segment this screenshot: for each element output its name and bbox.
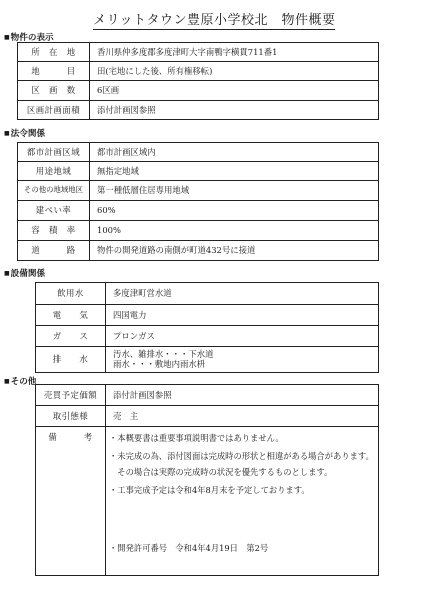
- row-label: 飲用水: [36, 283, 106, 305]
- remarks-line: ・工事完成予定は令和4年8月末を予定しております。: [109, 485, 310, 495]
- row-label: 区画計画面積: [18, 101, 90, 120]
- row-label: 用途地域: [18, 162, 90, 181]
- drainage-line-rain: 雨水・・・敷地内雨水枡: [113, 358, 206, 369]
- row-value: 6区画: [90, 81, 379, 101]
- utilities-table: [35, 282, 379, 373]
- row-label: 排 水: [36, 347, 106, 373]
- section-label-property: ■ 物件の表示: [4, 31, 54, 43]
- row-label: 都市計画区域: [18, 143, 90, 162]
- table-row: [18, 221, 379, 241]
- section-label-other: ■ その他: [4, 375, 36, 387]
- row-value: 都市計画区域内: [90, 143, 379, 162]
- other-table: [35, 384, 379, 576]
- table-row: [36, 326, 379, 347]
- table-row: [36, 406, 379, 427]
- table-row: [36, 427, 379, 576]
- table-row: [18, 241, 379, 261]
- table-row: [18, 81, 379, 101]
- row-label: 建ぺい率: [18, 201, 90, 221]
- row-label: ガ ス: [36, 326, 106, 347]
- row-label: その他の地域地区: [18, 181, 90, 201]
- table-row: [36, 305, 379, 326]
- document-title: メリットタウン豊原小学校北 物件概要: [93, 9, 335, 30]
- row-value: [106, 347, 379, 373]
- row-label: 区 画 数: [18, 81, 90, 101]
- remarks-content: [106, 427, 379, 576]
- table-row: [18, 201, 379, 221]
- row-value: プロンガス: [106, 326, 379, 347]
- row-label: 所 在 地: [18, 43, 90, 62]
- row-value: 物件の開発道路の南側が町道432号に接道: [90, 241, 379, 261]
- row-value: 田(宅地にした後、所有権移転): [90, 62, 379, 81]
- table-row: [18, 143, 379, 162]
- row-label: 取引態様: [36, 406, 106, 427]
- row-label: 道 路: [18, 241, 90, 261]
- section-label-utilities: ■ 設備関係: [4, 267, 45, 279]
- table-row: [18, 43, 379, 62]
- remarks-label: 備 考: [36, 427, 106, 576]
- row-value: 添付計画図参照: [106, 385, 379, 406]
- table-row: [36, 283, 379, 305]
- remarks-line: ・開発許可番号 令和4年4月19日 第2号: [109, 543, 269, 553]
- row-value: 第一種低層住居専用地域: [90, 181, 379, 201]
- row-value: 多度津町営水道: [106, 283, 379, 305]
- section-label-laws: ■ 法令関係: [4, 127, 45, 139]
- drainage-line-sewage: 汚水、雑排水・・・下水道: [113, 349, 214, 360]
- row-value: 四国電力: [106, 305, 379, 326]
- table-row: [36, 347, 379, 373]
- row-label: 容 積 率: [18, 221, 90, 241]
- row-value: 60%: [90, 201, 379, 221]
- row-label: 売買予定価額: [36, 385, 106, 406]
- table-row: [18, 62, 379, 81]
- laws-table: [17, 142, 379, 261]
- row-value: 売 主: [106, 406, 379, 427]
- row-label: 地 目: [18, 62, 90, 81]
- table-row: [18, 162, 379, 181]
- row-value: 無指定地域: [90, 162, 379, 181]
- row-value: 香川県仲多度郡多度津町大字南鴨字横貫711番1: [90, 43, 379, 62]
- row-value: 添付計画図参照: [90, 101, 379, 120]
- remarks-line: ・本概要書は重要事項説明書ではありません。: [109, 433, 284, 443]
- row-label: 電 気: [36, 305, 106, 326]
- property-table: [17, 42, 379, 120]
- table-row: [18, 181, 379, 201]
- remarks-line: ・未完成の為、添付図面は完成時の形状と相違がある場合があります。: [109, 451, 374, 461]
- row-value: 100%: [90, 221, 379, 241]
- remarks-line: その場合は実際の完成時の状況を優先するものとします。: [109, 467, 333, 477]
- table-row: [18, 101, 379, 120]
- table-row: [36, 385, 379, 406]
